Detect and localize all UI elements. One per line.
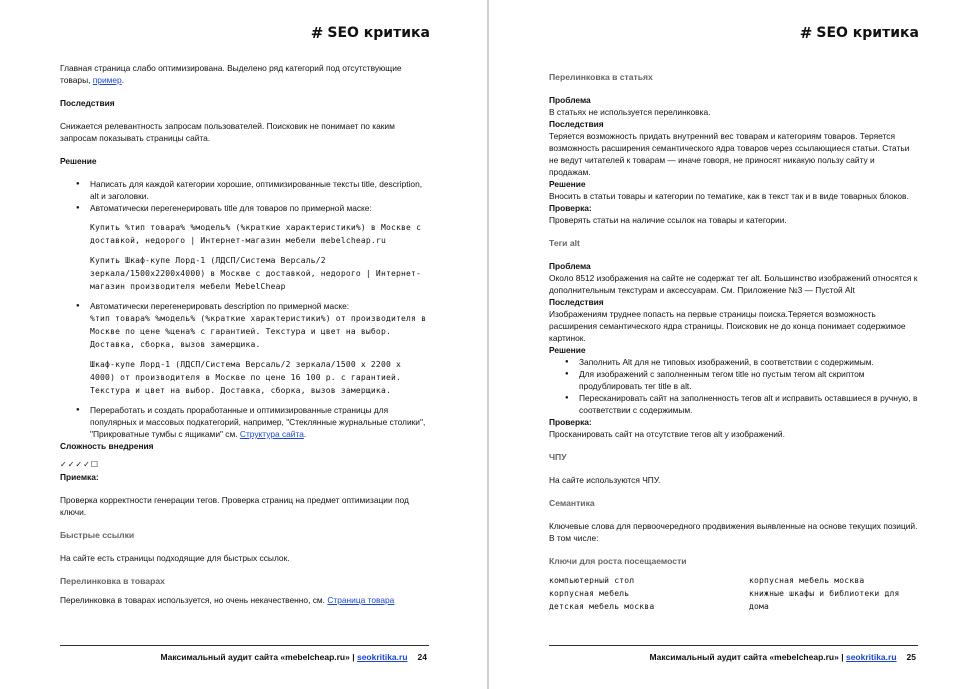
key-item: корпусная мебель москва [749, 576, 865, 585]
intro-text: Главная страница слабо оптимизирована. Выделено ряд категорий под отсутствующие товары, [60, 63, 402, 85]
product-page-link[interactable]: Страница товара [327, 595, 395, 605]
page-number: 25 [906, 652, 916, 662]
intro-paragraph [60, 62, 429, 86]
brand-logo [800, 24, 919, 42]
list-item [60, 404, 429, 440]
article-links-heading: Перелинковка в статьях [549, 72, 653, 82]
page-left [0, 0, 487, 689]
bullet4-text: Переработать и создать проработанные и оптимизированные страницы для популярных и массовых подкатегорий, например, "Стеклянные журнальные столики", "Прикроватные тумбы с ящиками" см. [90, 405, 426, 439]
list-item: ● Заполнить Alt для не типовых изображений, в соответствии с содержимым. [549, 356, 918, 368]
brand-name: SEO критика [327, 25, 430, 41]
solution-heading: Решение [549, 179, 586, 189]
key-item: корпусная мебель [549, 589, 630, 598]
acceptance-heading: Приемка: [60, 472, 99, 482]
consequences-text: Теряется возможность придать внутренний вес товарам и категориям товаров. Теряется возможность расширения семантического ядра товаров через ссылающиеся статьи. Статьи не ведут читателей к товарам — иначе говоря, не приносят никакую пользу сайту и продажам. [549, 131, 910, 177]
keys-heading: Ключи для роста посещаемости [549, 556, 687, 566]
alt-heading: Теги alt [549, 238, 580, 248]
semantics-text: Ключевые слова для первоочередного продвижения выявленные на основе текущих позиций. В том числе: [549, 521, 918, 543]
quick-links-text: На сайте есть страницы подходящие для быстрых ссылок. [60, 553, 290, 563]
right-content [549, 71, 918, 613]
brand-logo [311, 24, 430, 42]
left-content [60, 62, 429, 606]
brand-name: SEO критика [816, 25, 919, 41]
check-text: Проверять статьи на наличие ссылок на товары и категории. [549, 215, 787, 225]
title-mask: Купить %тип товара% %модель% (%краткие характеристики%) в Москве с доставкой, недорого | Интернет-магазин мебели mebelcheap.ru [90, 223, 422, 245]
problem-heading: Проблема [549, 95, 591, 105]
list-item: ● Пересканировать сайт на заполненность тегов alt и исправить оставшиеся в ручную, в соответствии с содержимым. [549, 392, 918, 416]
alt-check-heading: Проверка: [549, 417, 592, 427]
key-item: книжные шкафы и библиотеки для [749, 589, 900, 598]
keys-table [549, 574, 918, 613]
key-item: детская мебель москва [549, 602, 655, 611]
alt-problem-heading: Проблема [549, 261, 591, 271]
solution-list-2 [60, 300, 429, 312]
complexity-rating: ✓✓✓✓☐ [60, 460, 99, 469]
example-link[interactable]: пример [92, 75, 122, 85]
hash-icon: # [310, 24, 324, 42]
alt-consequences-text: Изображениям труднее попасть на первые страницы поиска.Теряется возможность расширения семантического ядра страницы. Поисковик не до конца понимает содержимое картинок. [549, 309, 906, 343]
description-mask: %тип товара% %модель% (%краткие характеристики%) от производителя в Москве по цене %цена% с гарантией. Текстура и цвет на выбор. Доставка, сборка, вызов замерщика. [90, 314, 427, 349]
list-item: ● Автоматически перегенерировать description по примерной маске: [60, 300, 429, 312]
consequences-heading: Последствия [60, 98, 115, 108]
product-links-heading: Перелинковка в товарах [60, 576, 165, 586]
consequences-text: Снижается релевантность запросам пользователей. Поисковик не понимает по каким запросам показывать страницы сайта. [60, 121, 395, 143]
complexity-heading: Сложность внедрения [60, 441, 154, 451]
footer [60, 645, 429, 662]
product-links-text [60, 594, 429, 606]
check-heading: Проверка: [549, 203, 592, 213]
chpu-heading: ЧПУ [549, 452, 567, 462]
alt-solution-list [549, 356, 918, 416]
consequences-heading: Последствия [549, 119, 604, 129]
footer-link[interactable]: seokritika.ru [845, 652, 897, 662]
product-links-body: Перелинковка в товарах используется, но очень некачественно, см. [60, 595, 328, 605]
list-item: ● Автоматически перегенерировать title для товаров по примерной маске: [60, 202, 429, 214]
footer-title: Максимальный аудит сайта «mebelcheap.ru» | [160, 652, 357, 662]
key-item: компьютерный стол [549, 576, 635, 585]
quick-links-heading: Быстрые ссылки [60, 530, 135, 540]
list-item: ● Для изображений с заполненным тегом title но пустым тегом alt скриптом продублировать тег title в alt. [549, 368, 918, 392]
alt-consequences-heading: Последствия [549, 297, 604, 307]
site-structure-link[interactable]: Структура сайта [239, 429, 304, 439]
footer-text [160, 652, 427, 662]
page-number: 24 [417, 652, 427, 662]
solution-list-3 [60, 404, 429, 440]
solution-list [60, 178, 429, 214]
footer-title: Максимальный аудит сайта «mebelcheap.ru» | [649, 652, 846, 662]
alt-problem-text: Около 8512 изображения на сайте не содержат тег alt. Большинство изображений относятся к дополнительным текстурам и аксессуарам. См. Приложение №3 — Пустой Alt [549, 273, 918, 295]
problem-text: В статьях не используется перелинковка. [549, 107, 711, 117]
solution-text: Вносить в статьи товары и категории по тематике, как в текст так и в виде товарных блоков. [549, 191, 909, 201]
footer-text [649, 652, 916, 662]
acceptance-text: Проверка корректности генерации тегов. Проверка страниц на предмет оптимизации под ключи. [60, 495, 409, 517]
alt-check-text: Просканировать сайт на отсутствие тегов alt у изображений. [549, 429, 785, 439]
bullet4-end: . [303, 429, 307, 439]
alt-solution-heading: Решение [549, 345, 586, 355]
hash-icon: # [799, 24, 813, 42]
key-item: дома [749, 602, 770, 611]
solution-heading: Решение [60, 156, 97, 166]
description-example: Шкаф-купе Лорд-1 (ЛДСП/Система Версаль/2 зеркала/1500 х 2200 х 4000) от производителя в Москве по цене 16 100 р. с гарантией. Текстура и цвет на выбор. Доставка, сборка, вызов замерщика. [90, 360, 402, 395]
footer-link[interactable]: seokritika.ru [356, 652, 408, 662]
title-example: Купить Шкаф-купе Лорд-1 (ЛДСП/Система Версаль/2 зеркала/1500x2200x4000) в Москве с доставкой, недорого | Интернет-магазин производителя мебели MebelCheap [90, 256, 422, 291]
list-item: ● Написать для каждой категории хорошие, оптимизированные тексты title, description, alt и заголовки. [60, 178, 429, 202]
intro-end: . [121, 75, 125, 85]
semantics-heading: Семантика [549, 498, 595, 508]
chpu-text: На сайте используются ЧПУ. [549, 475, 661, 485]
footer [549, 645, 918, 662]
page-right [489, 0, 976, 689]
